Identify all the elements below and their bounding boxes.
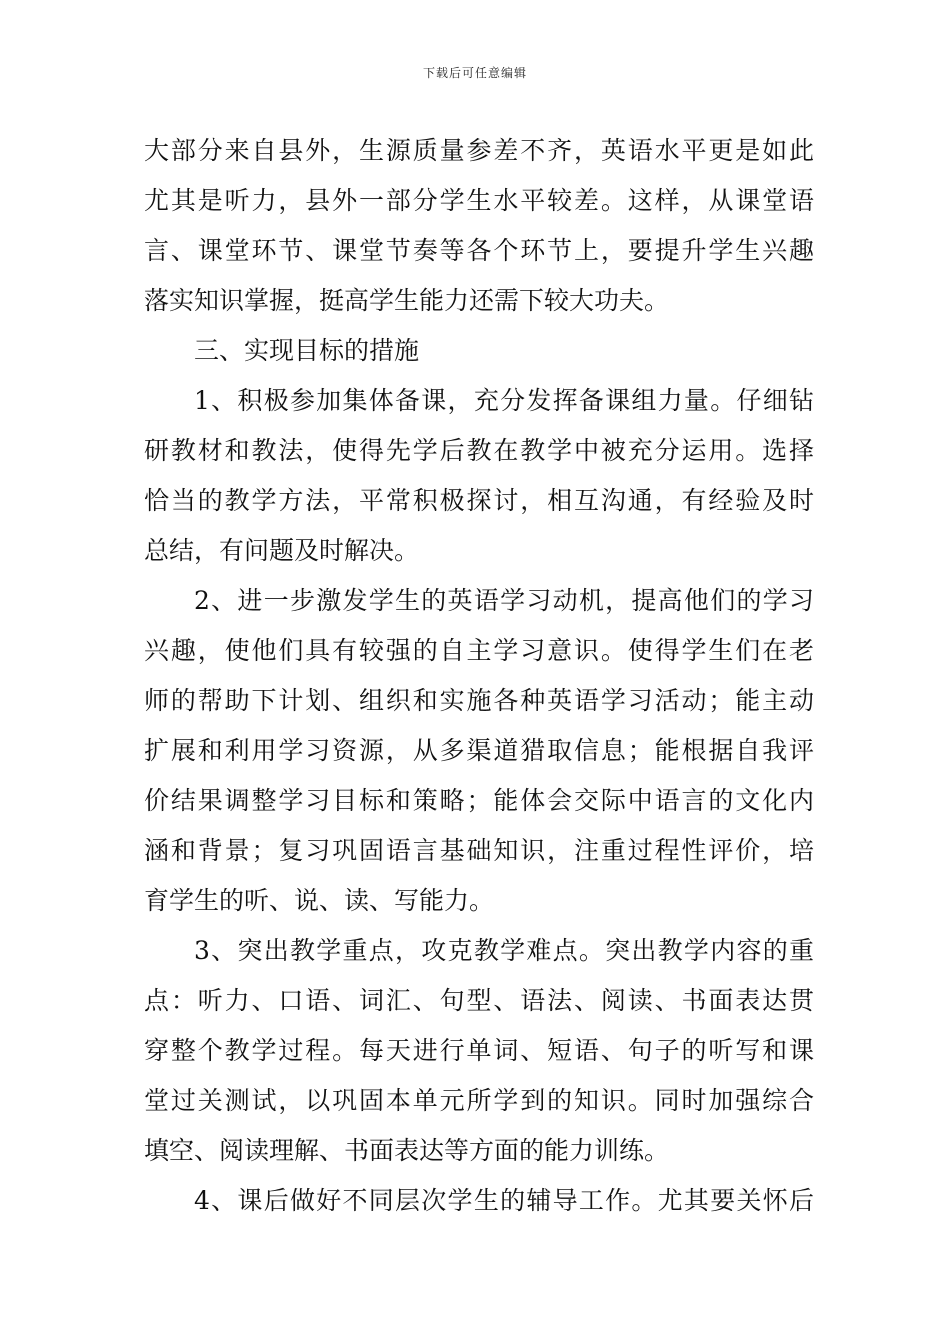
text-line: 点：听力、口语、词汇、句型、语法、阅读、书面表达贯 [144,986,814,1015]
text-line: 落实知识掌握，挺高学生能力还需下较大功夫。 [144,286,670,315]
page-header: 下载后可任意编辑 [422,66,527,80]
text-line: 总结，有问题及时解决。 [144,536,420,565]
text-line: 扩展和利用学习资源，从多渠道猎取信息；能根据自我评 [144,736,814,765]
text-line: 1、积极参加集体备课，充分发挥备课组力量。仔细钻 [194,386,814,415]
text-line: 穿整个教学过程。每天进行单词、短语、句子的听写和课 [144,1036,814,1065]
text-line: 研教材和教法，使得先学后教在教学中被充分运用。选择 [144,436,814,465]
text-line: 填空、阅读理解、书面表达等方面的能力训练。 [144,1136,670,1165]
text-line: 育学生的听、说、读、写能力。 [144,886,495,915]
text-line: 2、进一步激发学生的英语学习动机，提高他们的学习 [194,586,814,615]
text-line: 大部分来自县外，生源质量参差不齐，英语水平更是如此 [144,136,814,165]
text-line: 尤其是听力，县外一部分学生水平较差。这样，从课堂语 [144,186,814,215]
section-heading: 三、实现目标的措施 [194,336,420,365]
text-line: 言、课堂环节、课堂节奏等各个环节上，要提升学生兴趣 [144,236,814,265]
text-line: 4、课后做好不同层次学生的辅导工作。尤其要关怀后 [194,1186,814,1215]
text-line: 堂过关测试，以巩固本单元所学到的知识。同时加强综合 [144,1086,814,1115]
text-line: 3、突出教学重点，攻克教学难点。突出教学内容的重 [194,936,814,965]
text-line: 涵和背景；复习巩固语言基础知识，注重过程性评价，培 [144,836,814,865]
text-line: 兴趣，使他们具有较强的自主学习意识。使得学生们在老 [144,636,814,665]
text-line: 师的帮助下计划、组织和实施各种英语学习活动；能主动 [144,686,814,715]
text-line: 价结果调整学习目标和策略；能体会交际中语言的文化内 [144,786,814,815]
text-line: 恰当的教学方法，平常积极探讨，相互沟通，有经验及时 [144,486,814,515]
